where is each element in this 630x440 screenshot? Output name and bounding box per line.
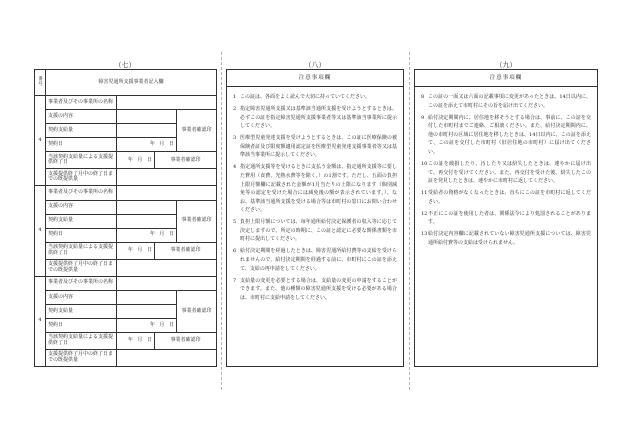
note-number: 4 bbox=[233, 164, 237, 171]
note-item bbox=[233, 163, 397, 215]
note-item bbox=[421, 160, 591, 186]
service-content-value[interactable] bbox=[117, 291, 177, 305]
note-number: 8 bbox=[421, 94, 425, 100]
note-text: この証の一面又は六面の記載事項に変更があったときは、14日以内に、この証を添えて市町村にその旨を届け出てください。 bbox=[428, 94, 591, 109]
note-text: 不正にこの証を使用した者は、関係法令により処罰されることがあります。 bbox=[428, 210, 591, 226]
note-text: 負担上限月額については、毎年通所給付決定保護者の収入等に応じて決定しますので、所定の時期に、この証と認定に必要な関係書類を市町村に提出してください。 bbox=[240, 219, 397, 243]
notes-list-9 bbox=[415, 88, 597, 251]
note-item bbox=[421, 210, 591, 227]
note-item bbox=[233, 277, 397, 303]
note-text: 指定障害児通所支援又は基準該当通所支援を受けようとするときは、必ずこの証を指定障害児通所支援事業者等又は基準該当事業所に提示してください。 bbox=[240, 105, 397, 130]
contract-date-label: 契約日 bbox=[46, 319, 117, 333]
panel-label-8: （八） bbox=[304, 61, 326, 69]
contract-date-value[interactable]: 年 月 日 bbox=[117, 319, 177, 333]
panel-label-7: （七） bbox=[114, 61, 136, 69]
note-text: 受給者の資格がなくなったときは、直ちにこの証を市町村に返してください。 bbox=[428, 190, 591, 205]
contract-amount-label: 契約支給量 bbox=[46, 124, 117, 138]
notes-box-8 bbox=[226, 69, 404, 367]
row-number: 4 bbox=[35, 96, 46, 186]
contract-amount-label: 契約支給量 bbox=[46, 305, 117, 319]
confirm-stamp-label: 事業者確認印 bbox=[177, 110, 217, 152]
service-content-label: 支援の内容 bbox=[46, 110, 117, 124]
note-number: 9 bbox=[421, 114, 425, 121]
provider-name-label: 事業者及びその事業所の名称 bbox=[46, 276, 117, 290]
note-text: この証は、各面をよく読んで大切に持っていてください。 bbox=[240, 94, 371, 100]
provider-entry-table bbox=[34, 69, 217, 367]
note-item bbox=[233, 105, 397, 131]
fold-line-right bbox=[409, 52, 410, 390]
note-text: 指定通所支援等を受けるときに支払う金額は、指定通所支援等に要した費用（食費、光熱水費等を除く。）の1割です。ただし、五面の負担上限月額欄に記載された金額が1月当たりの上限になります（個別減免等の認定を受けた場合には減免後の額が表示されています。）。なお、基準該当通所支援を受ける場合等は市町村の窓口にお問い合わせください。 bbox=[240, 164, 397, 214]
provider-block-5 bbox=[35, 186, 217, 276]
contract-end-label: 当該契約支給量による支援提供終了日 bbox=[46, 333, 117, 350]
provider-block-4 bbox=[35, 96, 217, 186]
note-text: 給付決定期間内に、居住地を移そうとする場合は、事前に、この証を交付した市町村までご連絡、ご相談ください。また、給付決定期間内に、他の市町村の区域に居住地を移したときは、14日以内に、この証を添えて、この証を交付した市町村（旧居住地の市町村）に届け出てください。 bbox=[428, 114, 591, 155]
provider-name-label: 事業者及びその事業所の名称 bbox=[46, 96, 117, 110]
contract-amount-value[interactable] bbox=[117, 305, 177, 319]
note-text: この証を破損したり、汚したり又は紛失したときは、速やかに届け出て、再交付を受けてください。また、再交付を受けた後、紛失したこの証を発見したときは、速やかに市町村に返してください。 bbox=[428, 160, 591, 185]
note-item bbox=[421, 189, 591, 206]
number-header: 番号 bbox=[35, 70, 46, 96]
end-stamp-label: 事業者確認印 bbox=[155, 333, 217, 350]
end-stamp-label: 事業者確認印 bbox=[155, 152, 217, 169]
confirm-stamp-label: 事業者確認印 bbox=[177, 291, 217, 333]
notes-title-9: 注意事項欄 bbox=[415, 70, 597, 87]
note-number: 7 bbox=[233, 277, 237, 284]
note-item bbox=[233, 247, 397, 273]
note-number: 2 bbox=[233, 105, 237, 112]
notes-title-8: 注意事項欄 bbox=[227, 70, 403, 87]
provided-amount-label: 支援提供終了月中の終了日までの既提供量 bbox=[46, 169, 117, 186]
note-number: 6 bbox=[233, 248, 237, 255]
note-number: 1 bbox=[233, 94, 237, 100]
note-number: 10 bbox=[421, 160, 428, 167]
note-item bbox=[421, 230, 591, 247]
contract-end-label: 当該契約支給量による支援提供終了日 bbox=[46, 242, 117, 259]
note-item bbox=[233, 218, 397, 244]
provider-name-value[interactable] bbox=[117, 96, 217, 110]
end-stamp-label: 事業者確認印 bbox=[155, 242, 217, 259]
contract-end-value[interactable]: 年 月 日 bbox=[117, 242, 155, 259]
provided-amount-value[interactable] bbox=[117, 169, 217, 186]
service-content-value[interactable] bbox=[117, 200, 177, 214]
notes-list-8 bbox=[227, 88, 403, 306]
row-number: 4 bbox=[35, 276, 46, 366]
contract-amount-value[interactable] bbox=[117, 214, 177, 228]
provider-name-value[interactable] bbox=[117, 276, 217, 290]
confirm-stamp-label: 事業者確認印 bbox=[177, 200, 217, 242]
note-item bbox=[233, 93, 397, 102]
contract-amount-value[interactable] bbox=[117, 124, 177, 138]
provided-amount-value[interactable] bbox=[117, 259, 217, 276]
row-number: 4 bbox=[35, 186, 46, 276]
note-number: 3 bbox=[233, 135, 237, 142]
note-number: 13 bbox=[421, 231, 428, 238]
note-number: 5 bbox=[233, 219, 237, 226]
provided-amount-label: 支援提供終了月中の終了日までの既提供量 bbox=[46, 350, 117, 367]
contract-end-value[interactable]: 年 月 日 bbox=[117, 152, 155, 169]
contract-amount-label: 契約支給量 bbox=[46, 214, 117, 228]
note-number: 12 bbox=[421, 210, 428, 217]
contract-date-label: 契約日 bbox=[46, 138, 117, 152]
note-number: 11 bbox=[421, 190, 428, 197]
note-text: 支給量の変更を必要とする場合は、支給量の変更の申請をすることができます。また、他の種類の障害児通所支援を受ける必要がある場合は、市町村に支給申請をしてください。 bbox=[240, 277, 397, 301]
note-item bbox=[421, 114, 591, 157]
contract-end-value[interactable]: 年 月 日 bbox=[117, 333, 155, 350]
notes-box-9 bbox=[414, 69, 598, 367]
service-content-label: 支援の内容 bbox=[46, 200, 117, 214]
contract-date-value[interactable]: 年 月 日 bbox=[117, 138, 177, 152]
note-item bbox=[233, 134, 397, 160]
service-content-label: 支援の内容 bbox=[46, 291, 117, 305]
note-text: 医療型児童発達支援を受けようとするときは、この証に医療保険の被保険者証及び限度額適用認定証を医療型児童発達支援事業者等又は基準該当事業所に提示してください。 bbox=[240, 135, 397, 159]
table-title: 障害児通所支援事業者記入欄 bbox=[46, 70, 217, 96]
note-text: 給付決定期間を経過したときは、障害児通所給付費等の支給を受けられませんので、給付決定期間を経過する前に、市町村にこの証を添えて、支給の再申請をしてください。 bbox=[240, 248, 397, 272]
contract-date-label: 契約日 bbox=[46, 228, 117, 242]
panel-label-9: （九） bbox=[495, 61, 517, 69]
note-text: 給付決定内容欄に記載されていない障害児通所支援については、障害児通所給付費等の支給は受けられません。 bbox=[428, 231, 591, 246]
provided-amount-value[interactable] bbox=[117, 350, 217, 367]
fold-line-left bbox=[221, 52, 222, 390]
service-content-value[interactable] bbox=[117, 110, 177, 124]
provider-name-label: 事業者及びその事業所の名称 bbox=[46, 186, 117, 200]
provider-name-value[interactable] bbox=[117, 186, 217, 200]
contract-date-value[interactable]: 年 月 日 bbox=[117, 228, 177, 242]
provider-block-6 bbox=[35, 276, 217, 366]
contract-end-label: 当該契約支給量による支援提供終了日 bbox=[46, 152, 117, 169]
note-item bbox=[421, 93, 591, 110]
provided-amount-label: 支援提供終了月中の終了日までの既提供量 bbox=[46, 259, 117, 276]
